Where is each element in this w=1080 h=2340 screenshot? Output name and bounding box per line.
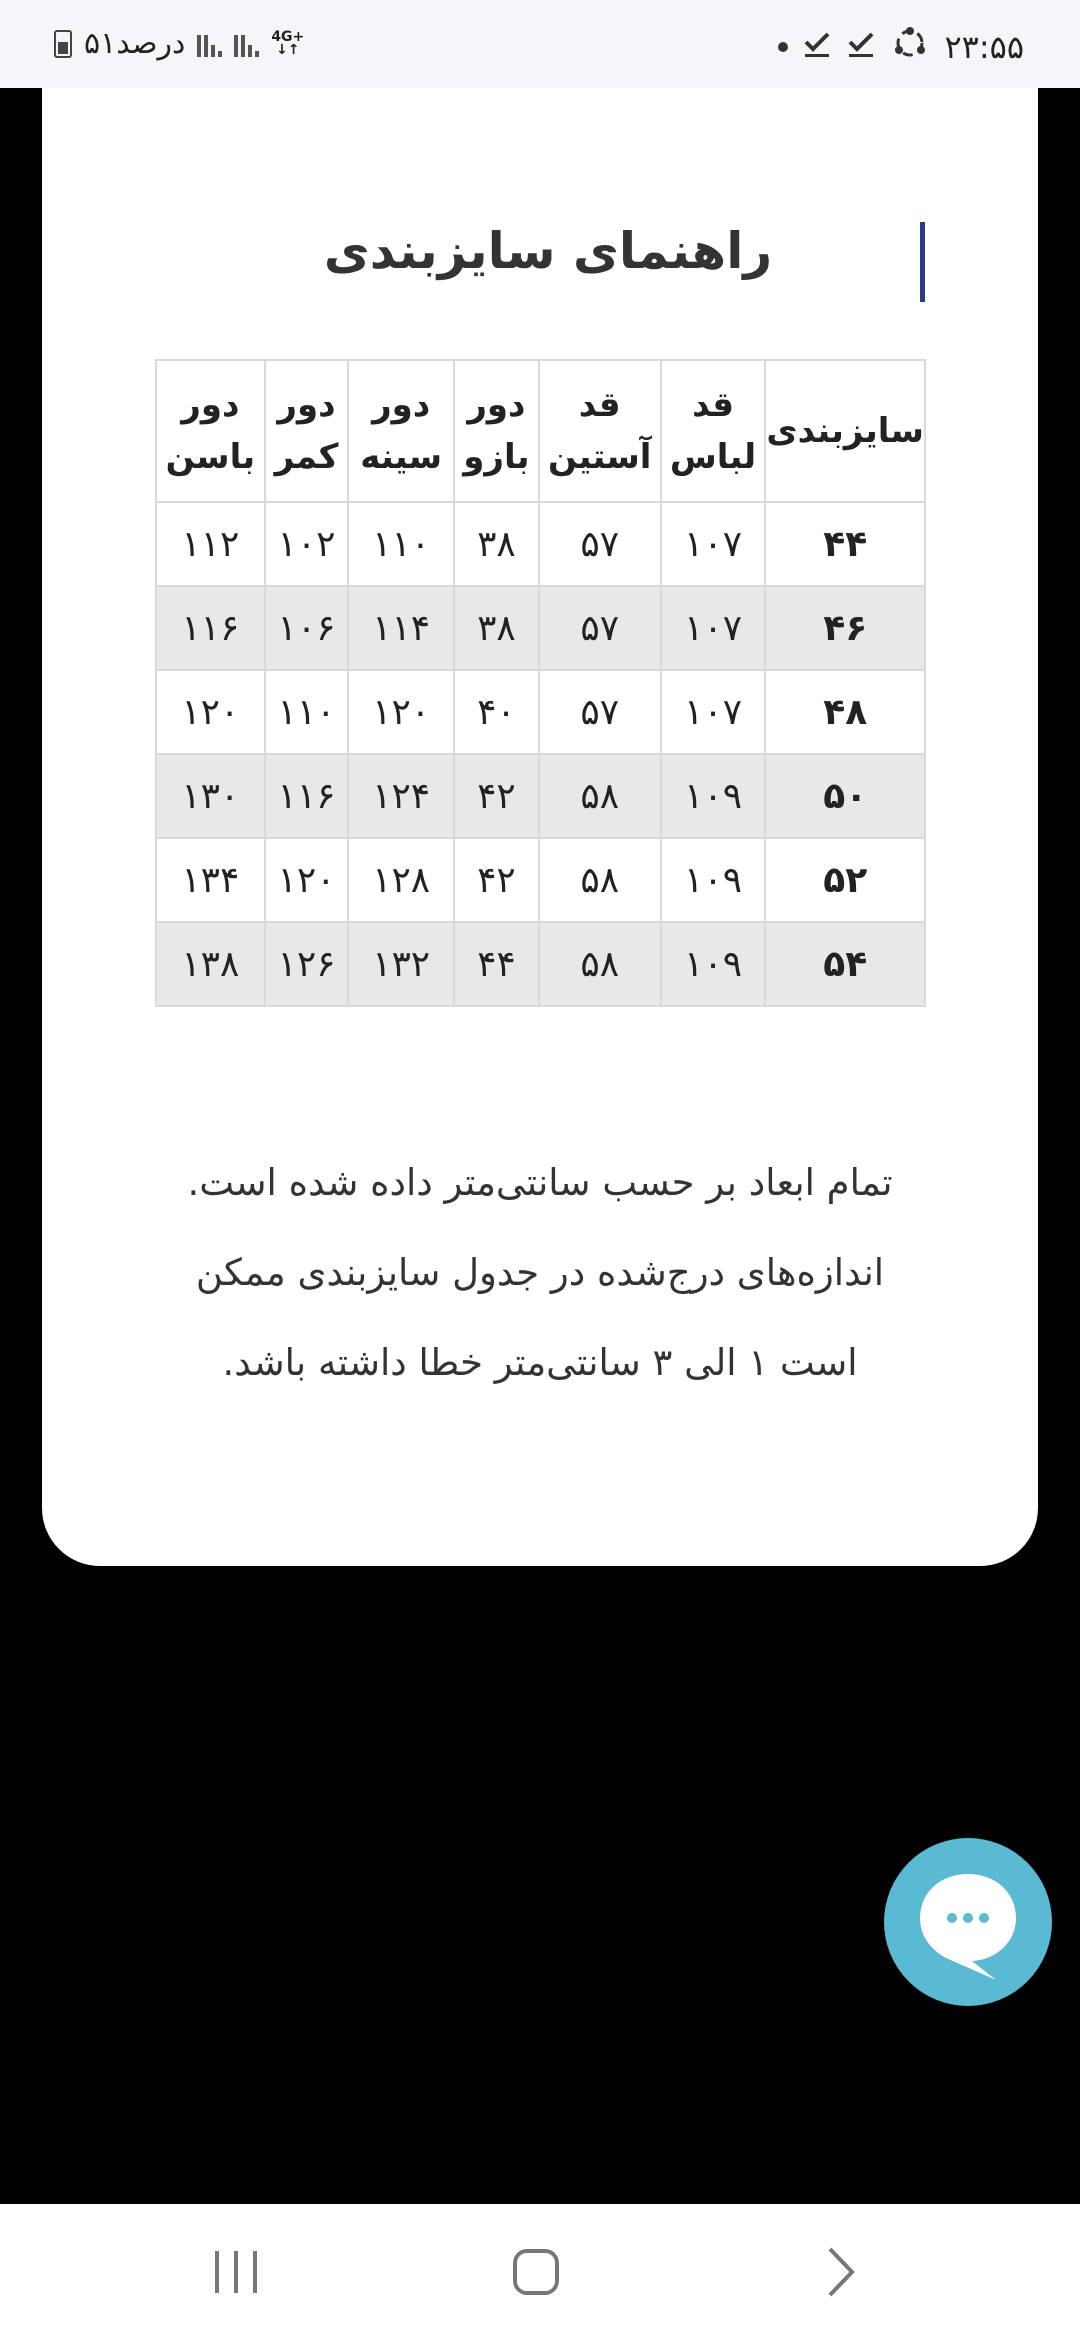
table-cell: ۵۸ bbox=[539, 922, 661, 1006]
table-row bbox=[156, 754, 925, 838]
checkmark-icon bbox=[802, 28, 832, 66]
table-cell: ۱۰۷ bbox=[661, 670, 766, 754]
table-cell: ۴۲ bbox=[454, 754, 539, 838]
table-row bbox=[156, 586, 925, 670]
size-note bbox=[152, 1138, 928, 1408]
table-cell: ۵۲ bbox=[765, 838, 925, 922]
table-cell: ۱۰۹ bbox=[661, 922, 766, 1006]
column-header: قد لباس bbox=[661, 360, 766, 502]
chat-button[interactable] bbox=[884, 1838, 1052, 2006]
home-icon bbox=[511, 2247, 561, 2297]
page-title: راهنمای سایزبندی bbox=[323, 222, 773, 280]
table-cell: ۱۱۶ bbox=[156, 586, 265, 670]
home-button[interactable] bbox=[466, 2204, 606, 2340]
table-cell: ۱۲۰ bbox=[156, 670, 265, 754]
status-left-group bbox=[778, 26, 1024, 68]
note-line: اندازه‌های درج‌شده در جدول سایزبندی ممکن bbox=[195, 1251, 885, 1294]
table-row bbox=[156, 670, 925, 754]
column-header: قد آستین bbox=[539, 360, 661, 502]
system-nav-bar bbox=[0, 2204, 1080, 2340]
signal-icon bbox=[234, 31, 259, 57]
table-cell: ۱۳۲ bbox=[348, 922, 454, 1006]
chat-bubble-icon bbox=[884, 1838, 1052, 2006]
table-cell: ۱۲۰ bbox=[348, 670, 454, 754]
table-cell: ۱۳۸ bbox=[156, 922, 265, 1006]
table-cell: ۱۰۲ bbox=[265, 502, 349, 586]
table-cell: ۱۰۷ bbox=[661, 586, 766, 670]
back-icon bbox=[820, 2245, 860, 2299]
network-type-label: 4G+ ↓↑ bbox=[271, 28, 305, 58]
table-cell: ۱۱۰ bbox=[348, 502, 454, 586]
size-guide-card bbox=[42, 88, 1038, 1566]
table-row bbox=[156, 838, 925, 922]
column-header: دور بازو bbox=[454, 360, 539, 502]
table-cell: ۵۸ bbox=[539, 838, 661, 922]
note-line: تمام ابعاد بر حسب سانتی‌متر داده شده است. bbox=[187, 1161, 893, 1204]
recent-apps-icon bbox=[211, 2249, 261, 2295]
table-cell: ۴۴ bbox=[454, 922, 539, 1006]
table-cell: ۱۰۹ bbox=[661, 838, 766, 922]
status-bar bbox=[0, 0, 1080, 88]
status-right-group bbox=[54, 26, 304, 61]
battery-text: ۵۱درصد bbox=[84, 26, 186, 61]
table-cell: ۴۶ bbox=[765, 586, 925, 670]
column-header: دور باسن bbox=[156, 360, 265, 502]
table-cell: ۵۷ bbox=[539, 670, 661, 754]
note-line: است ۱ الی ۳ سانتی‌متر خطا داشته باشد. bbox=[222, 1341, 858, 1384]
back-button[interactable] bbox=[770, 2204, 910, 2340]
table-cell: ۱۰۷ bbox=[661, 502, 766, 586]
table-cell: ۴۰ bbox=[454, 670, 539, 754]
status-time: ۲۳:۵۵ bbox=[944, 28, 1024, 66]
dot-icon bbox=[778, 42, 788, 52]
column-header: سایزبندی bbox=[765, 360, 925, 502]
table-cell: ۱۱۶ bbox=[265, 754, 349, 838]
table-cell: ۵۷ bbox=[539, 502, 661, 586]
battery-icon bbox=[54, 30, 72, 58]
table-cell: ۱۰۶ bbox=[265, 586, 349, 670]
table-cell: ۳۸ bbox=[454, 586, 539, 670]
table-row bbox=[156, 502, 925, 586]
table-cell: ۱۲۸ bbox=[348, 838, 454, 922]
table-cell: ۱۰۹ bbox=[661, 754, 766, 838]
column-header: دور سینه bbox=[348, 360, 454, 502]
table-cell: ۴۲ bbox=[454, 838, 539, 922]
checkmark-icon bbox=[846, 28, 876, 66]
table-cell: ۵۴ bbox=[765, 922, 925, 1006]
table-row bbox=[156, 922, 925, 1006]
table-cell: ۴۴ bbox=[765, 502, 925, 586]
table-cell: ۵۰ bbox=[765, 754, 925, 838]
table-cell: ۱۱۴ bbox=[348, 586, 454, 670]
table-cell: ۵۷ bbox=[539, 586, 661, 670]
size-table bbox=[155, 359, 926, 1007]
table-cell: ۴۸ bbox=[765, 670, 925, 754]
table-cell: ۵۸ bbox=[539, 754, 661, 838]
table-cell: ۱۱۲ bbox=[156, 502, 265, 586]
table-cell: ۱۲۴ bbox=[348, 754, 454, 838]
table-cell: ۱۲۰ bbox=[265, 838, 349, 922]
table-cell: ۱۱۰ bbox=[265, 670, 349, 754]
column-header: دور کمر bbox=[265, 360, 349, 502]
table-cell: ۱۳۰ bbox=[156, 754, 265, 838]
sync-icon bbox=[890, 26, 930, 68]
signal-icon bbox=[197, 31, 222, 57]
table-cell: ۱۳۴ bbox=[156, 838, 265, 922]
table-cell: ۱۲۶ bbox=[265, 922, 349, 1006]
table-header-row bbox=[156, 360, 925, 502]
recent-apps-button[interactable] bbox=[166, 2204, 306, 2340]
table-cell: ۳۸ bbox=[454, 502, 539, 586]
